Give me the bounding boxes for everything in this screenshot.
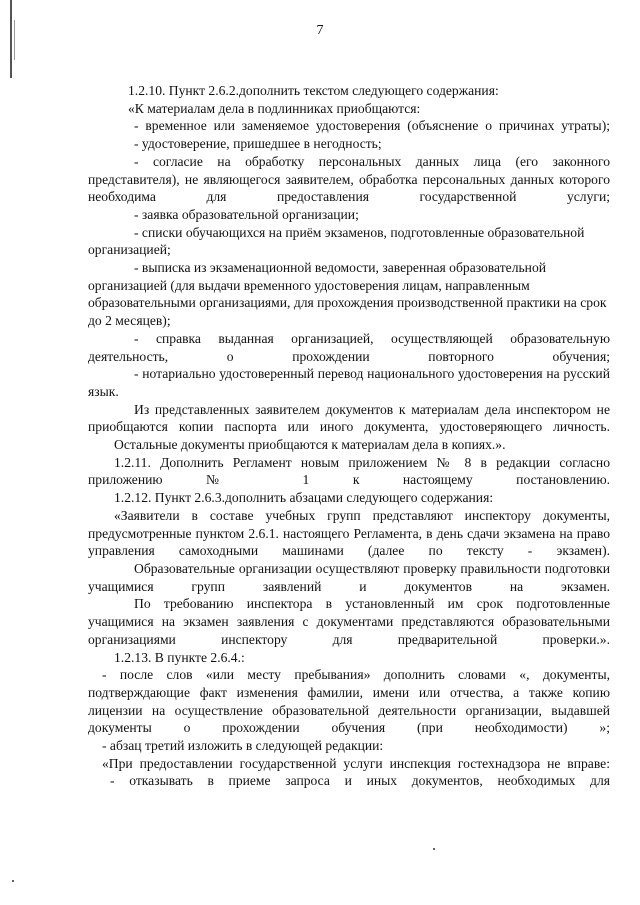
paragraph: 1.2.13. В пункте 2.6.4.:: [114, 649, 245, 665]
paragraph: 1.2.10. Пункт 2.6.2.дополнить текстом следующего содержания:: [128, 83, 499, 98]
document-body: [88, 82, 610, 790]
page-number: 7: [316, 23, 324, 38]
paragraph: - заявка образовательной организации;: [134, 206, 359, 222]
binding-edge-mark: [10, 0, 12, 78]
paragraph: - согласие на обработку персональных данных лица (его законного представителя), не являющегося заявителем, обработка персональных данных которого необходима для предоставления государственной услуги;: [88, 153, 610, 205]
paragraph: - справка выданная организацией, осуществляющей образовательную деятельность, о прохождении повторного обучения;: [88, 330, 610, 364]
paragraph: - временное или заменяемое удостоверения (объяснение о причинах утраты);: [134, 118, 610, 134]
paragraph: Остальные документы приобщаются к материалам дела в копиях.».: [114, 437, 506, 453]
scan-speck: [433, 848, 435, 850]
paragraph: Из представленных заявителем документов к материалам дела инспектором не приобщаются копии паспорта или иного документа, удостоверяющего личность.: [88, 401, 610, 435]
paragraph: - удостоверение, пришедшее в негодность;: [134, 136, 382, 152]
paragraph: - списки обучающихся на приём экзаменов, подготовленные образовательной организацией;: [88, 224, 585, 258]
paragraph: - после слов «или месту пребывания» дополнить словами «, документы, подтверждающие факт изменения фамилии, имени или отчества, а также копию лицензии на осуществление образовательной деятельности организации, выдавшей документы о прохождении обучения (при необходимости) »;: [88, 667, 610, 736]
paragraph: По требованию инспектора в установленный им срок подготовленные учащимися на экзамен заявления с документами представляются образовательными организациями инспектору для предварительной проверки.».: [88, 596, 610, 647]
paragraph: - нотариально удостоверенный перевод национального удостоверения на русский язык.: [88, 366, 610, 399]
paragraph: - отказывать в приеме запроса и иных документов, необходимых для: [110, 773, 610, 789]
paragraph: 1.2.11. Дополнить Регламент новым приложением № 8 в редакции согласно приложению № 1 к настоящему постановлению.: [88, 454, 610, 488]
paragraph: - выписка из экзаменационной ведомости, заверенная образовательной организацией (для выдачи временного удостоверения лицам, направленным образовательными организациями, для прохождения производственной практики на срок до 2 месяцев);: [88, 260, 607, 329]
paragraph: «При предоставлении государственной услуги инспекция гостехнадзора не вправе:: [102, 755, 610, 771]
paragraph: «Заявители в составе учебных групп представляют инспектору документы, предусмотренные пунктом 2.6.1. настоящего Регламента, в день сдачи экзамена на право управления самоходными машинами (далее по тексту - экзамен).: [88, 507, 610, 559]
paragraph: Образовательные организации осуществляют проверку правильности подготовки учащимися групп заявлений и документов на экзамен.: [88, 560, 610, 594]
paragraph: 1.2.12. Пункт 2.6.3.дополнить абзацами следующего содержания:: [114, 490, 494, 506]
paragraph: - абзац третий изложить в следующей редакции:: [102, 738, 384, 754]
scan-speck: [12, 880, 14, 882]
paragraph: «К материалам дела в подлинниках приобщаются:: [128, 100, 421, 116]
